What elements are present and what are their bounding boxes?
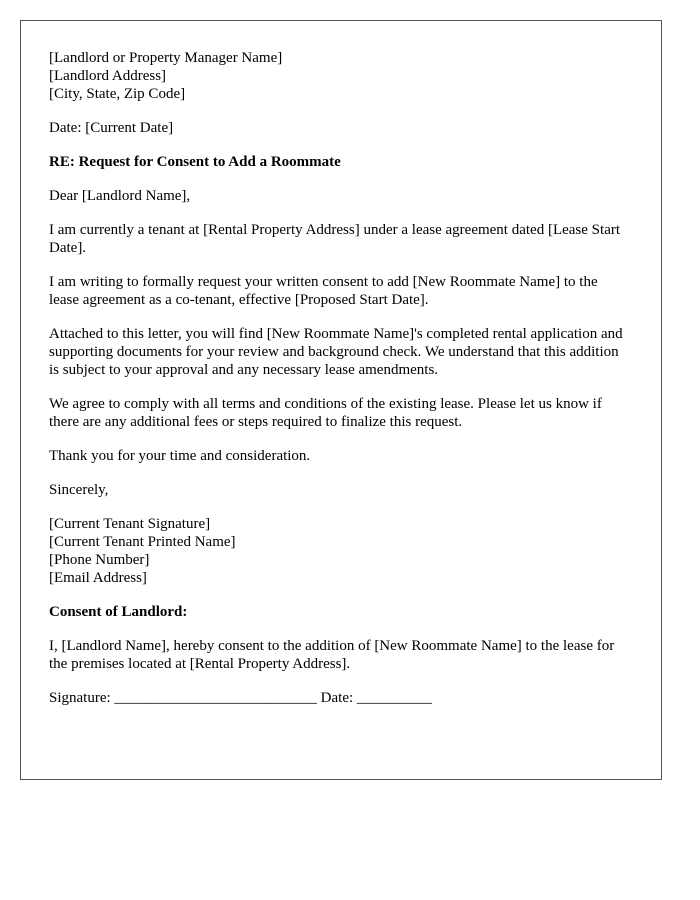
tenant-phone: [Phone Number] bbox=[49, 552, 150, 568]
recipient-city-state-zip: [City, State, Zip Code] bbox=[49, 86, 186, 102]
tenant-email: [Email Address] bbox=[49, 570, 147, 586]
consent-heading: Consent of Landlord: bbox=[49, 604, 188, 620]
body-paragraph-3: Attached to this letter, you will find [New Roommate Name]'s completed rental application and supporting documents for your review and background check. We understand that this addition is subject to your approval and any necessary lease amendments. bbox=[49, 326, 623, 378]
body-paragraph-5: Thank you for your time and consideration. bbox=[49, 448, 311, 464]
body-paragraph-1: I am currently a tenant at [Rental Property Address] under a lease agreement dated [Lease Start Date]. bbox=[49, 222, 621, 256]
subject-line: RE: Request for Consent to Add a Roommate bbox=[49, 154, 341, 170]
tenant-printed-name: [Current Tenant Printed Name] bbox=[49, 534, 236, 550]
letter-page bbox=[20, 20, 662, 780]
salutation: Dear [Landlord Name], bbox=[49, 188, 191, 204]
consent-text: I, [Landlord Name], hereby consent to the addition of [New Roommate Name] to the lease for the premises located at [Rental Property Address]. bbox=[49, 638, 615, 672]
signature-block bbox=[49, 515, 629, 587]
recipient-address-block bbox=[49, 49, 629, 103]
body-paragraph-4: We agree to comply with all terms and conditions of the existing lease. Please let us know if there are any additional fees or steps required to finalize this request. bbox=[49, 396, 602, 430]
tenant-signature: [Current Tenant Signature] bbox=[49, 516, 211, 532]
landlord-signature-line: Signature: ___________________________ Date: __________ bbox=[49, 690, 432, 706]
recipient-name: [Landlord or Property Manager Name] bbox=[49, 50, 283, 66]
closing: Sincerely, bbox=[49, 482, 109, 498]
recipient-address: [Landlord Address] bbox=[49, 68, 167, 84]
date-line: Date: [Current Date] bbox=[49, 120, 174, 136]
body-paragraph-2: I am writing to formally request your written consent to add [New Roommate Name] to the lease agreement as a co-tenant, effective [Proposed Start Date]. bbox=[49, 274, 598, 308]
